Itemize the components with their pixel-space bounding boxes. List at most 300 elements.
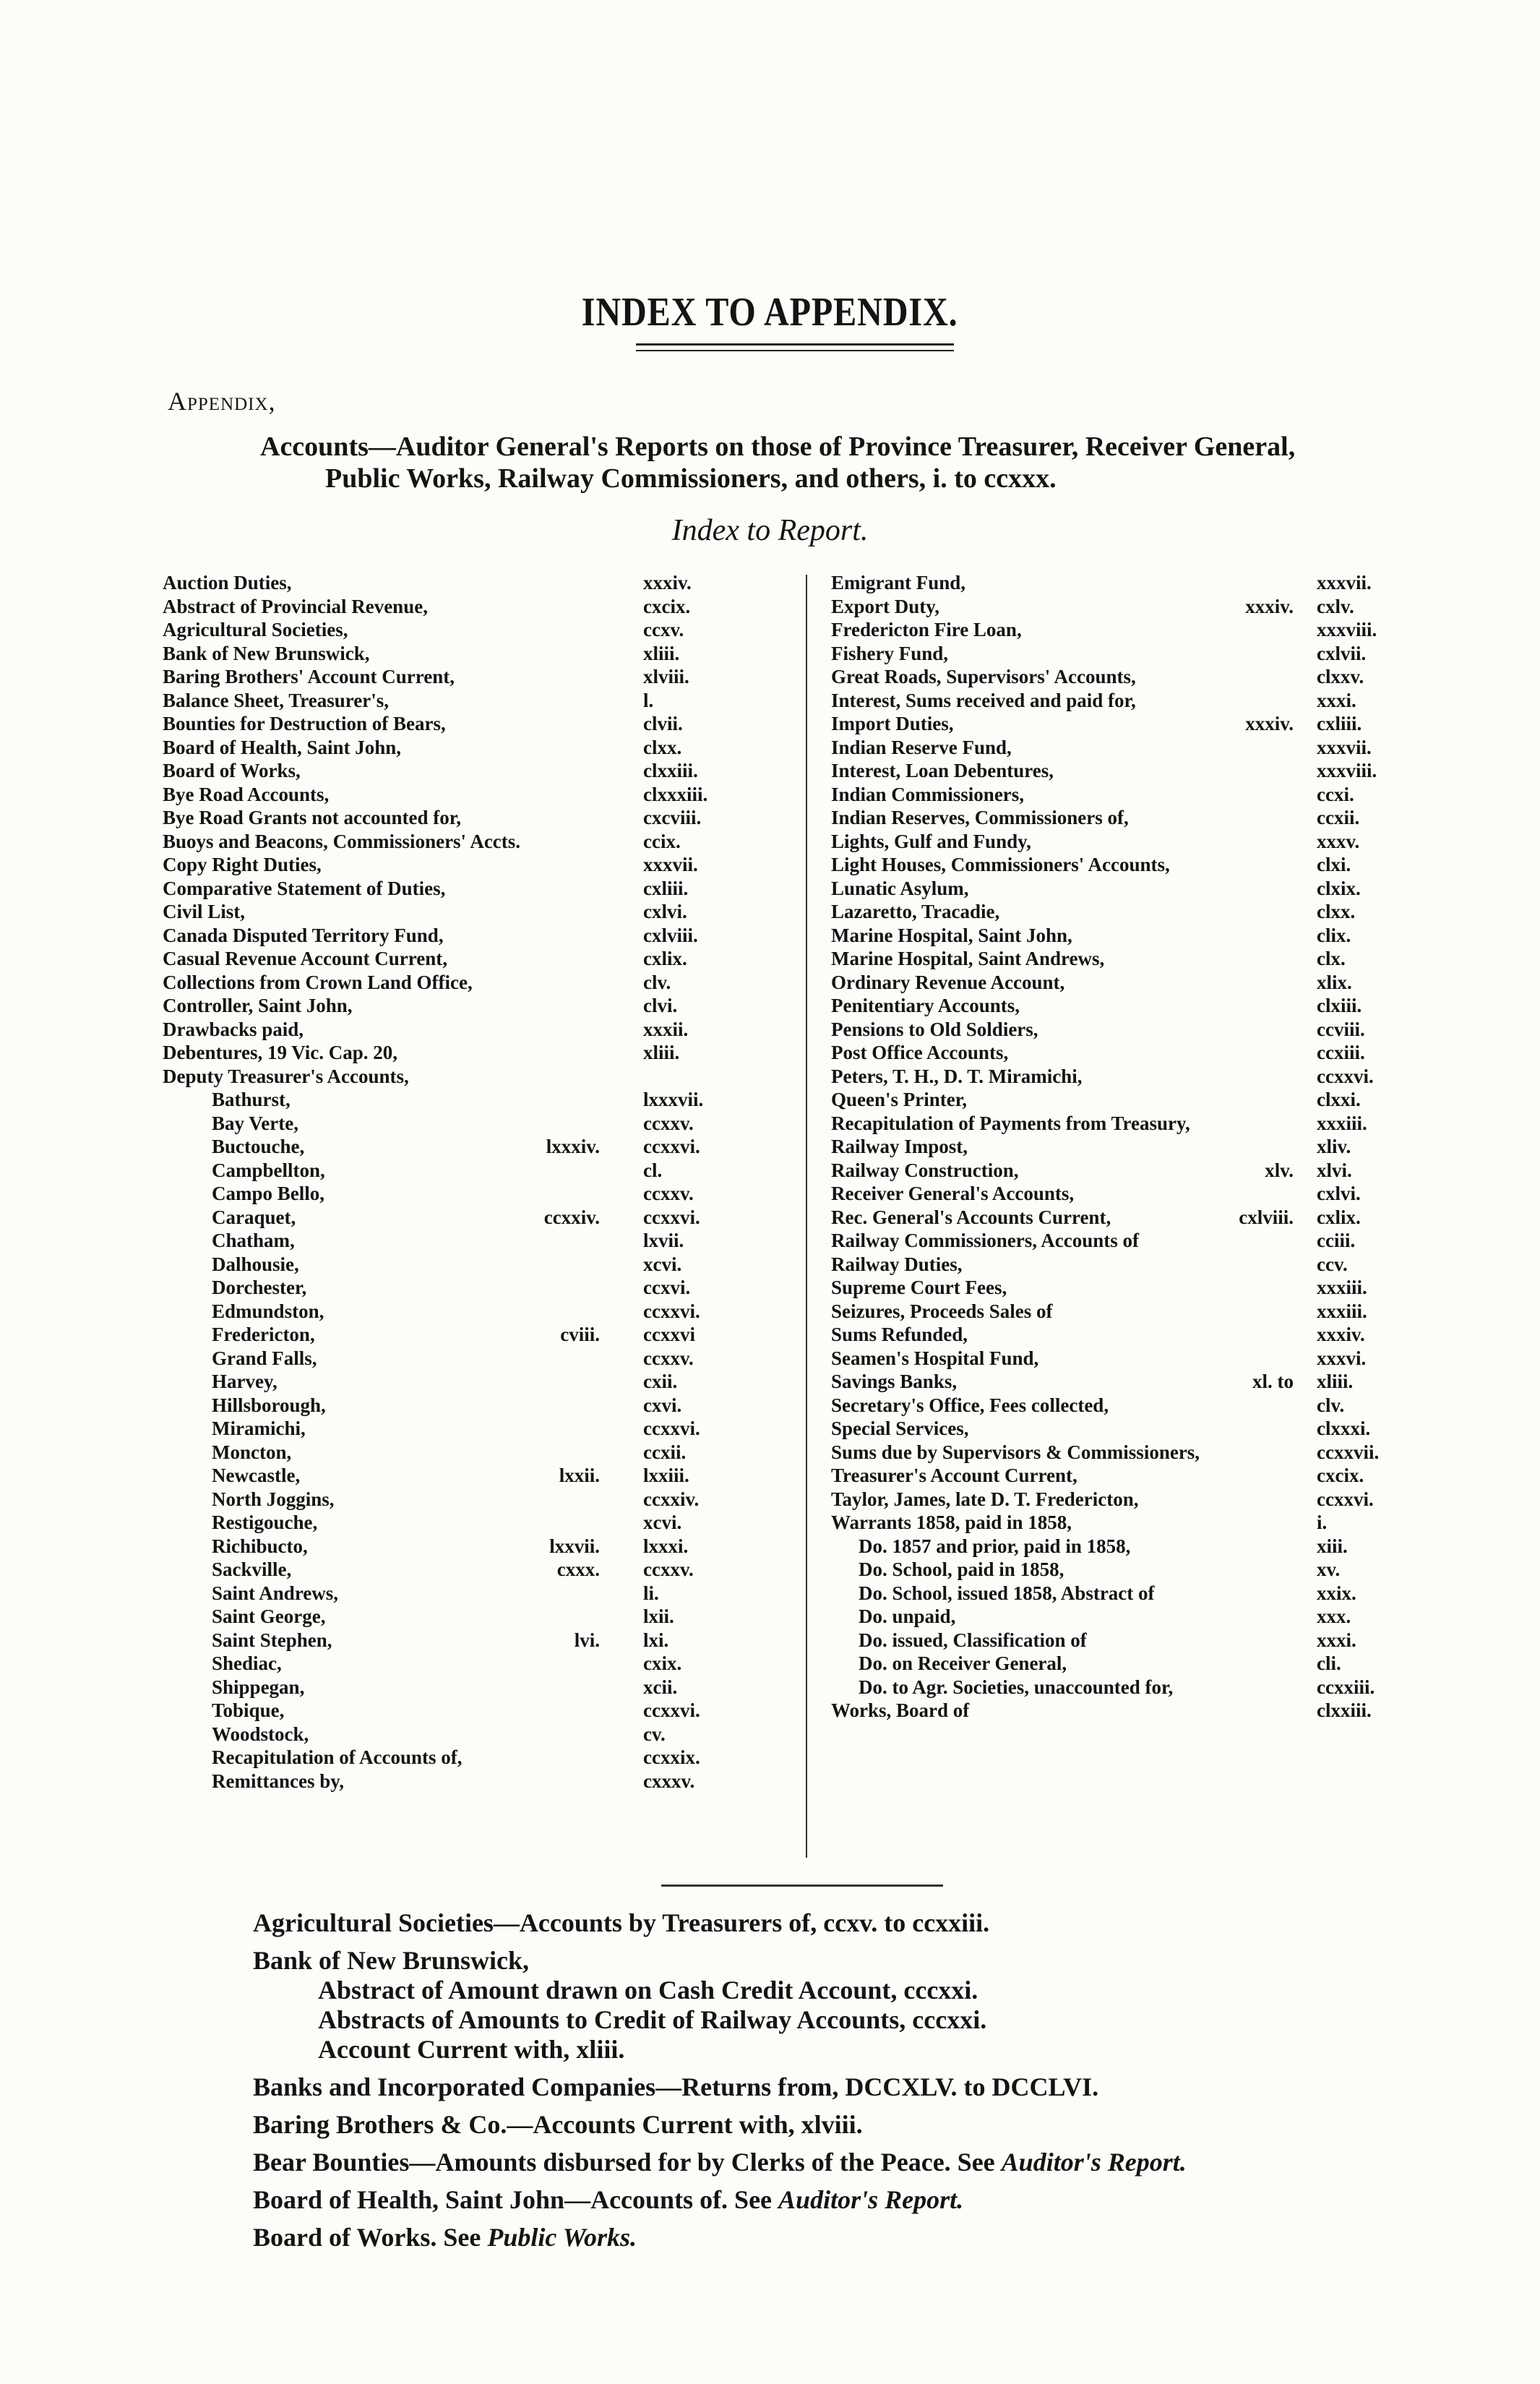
index-row xyxy=(163,1394,723,1418)
index-row xyxy=(831,924,1395,948)
entry-board-of-works xyxy=(253,2223,1481,2252)
index-entry-page: ccxxvi. xyxy=(1317,1065,1374,1087)
entry-board-of-health xyxy=(253,2185,1481,2215)
index-row xyxy=(831,1629,1395,1652)
index-entry-label: Balance Sheet, Treasurer's, xyxy=(163,689,389,711)
index-entry-page: ccxxv. xyxy=(643,1347,694,1369)
index-entry-page: xxxiii. xyxy=(1317,1112,1367,1134)
index-entry-label: North Joggins, xyxy=(212,1488,335,1510)
index-entry-label: Bathurst, xyxy=(212,1089,291,1110)
index-entry-label: Indian Reserves, Commissioners of, xyxy=(831,807,1129,828)
index-entry-page: cxliii. xyxy=(643,877,689,899)
index-entry-secondary-page: lxxxiv. xyxy=(546,1136,600,1157)
index-entry-page: xxix. xyxy=(1317,1582,1356,1604)
index-entry-page: ccxiii. xyxy=(1317,1042,1365,1063)
index-entry-label: Fishery Fund, xyxy=(831,642,949,664)
index-entry-label: Special Services, xyxy=(831,1418,969,1439)
index-entry-page: cxcix. xyxy=(1317,1465,1364,1486)
index-row xyxy=(831,1417,1395,1441)
index-entry-label: Penitentiary Accounts, xyxy=(831,995,1020,1016)
index-row xyxy=(831,1511,1395,1535)
index-entry-page: xxxiv. xyxy=(1317,1324,1365,1345)
index-entry-page: clxiii. xyxy=(1317,995,1362,1016)
index-row xyxy=(163,1112,723,1136)
index-entry-label: Comparative Statement of Duties, xyxy=(163,877,446,899)
index-entry-page: lxxxvii. xyxy=(643,1089,704,1110)
index-entry-label: Campo Bello, xyxy=(212,1183,325,1204)
index-entry-label: Chatham, xyxy=(212,1230,295,1251)
index-row xyxy=(831,1394,1395,1418)
index-entry-page: cxix. xyxy=(643,1652,682,1674)
index-entry-page: xliii. xyxy=(643,642,680,664)
index-entry-page: xxxvii. xyxy=(1317,736,1372,758)
index-entry-label: Restigouche, xyxy=(212,1512,318,1533)
index-entry-label: Seizures, Proceeds Sales of xyxy=(831,1300,1053,1322)
index-entry-label: Tobique, xyxy=(212,1699,285,1721)
title-rule xyxy=(636,343,954,346)
index-entry-label: Marine Hospital, Saint John, xyxy=(831,924,1072,946)
index-entry-label: Sackville, xyxy=(212,1558,292,1580)
index-entry-label: Baring Brothers' Account Current, xyxy=(163,666,455,687)
index-entry-label: Dorchester, xyxy=(212,1277,307,1298)
index-entry-page: cli. xyxy=(1317,1652,1341,1674)
index-row xyxy=(831,1065,1395,1089)
entry-heading: Bank of New Brunswick, xyxy=(253,1946,530,1975)
index-row xyxy=(163,595,723,619)
index-row xyxy=(831,1229,1395,1253)
index-row xyxy=(163,1605,723,1629)
index-entry-secondary-page: lxxii. xyxy=(559,1465,600,1486)
index-entry-page: clx. xyxy=(1317,948,1346,969)
index-entry-page: cxlvii. xyxy=(1317,642,1367,664)
index-row xyxy=(163,1488,723,1512)
index-entry-label: Grand Falls, xyxy=(212,1347,317,1369)
index-entry-label: Deputy Treasurer's Accounts, xyxy=(163,1065,409,1087)
index-entry-label: Saint Stephen, xyxy=(212,1629,332,1651)
index-entry-page: ccxxvi. xyxy=(643,1300,700,1322)
index-entry-label: Bounties for Destruction of Bears, xyxy=(163,713,446,734)
index-entry-page: xlvi. xyxy=(1317,1159,1352,1181)
index-entry-label: Hillsborough, xyxy=(212,1394,326,1416)
index-entry-label: Indian Reserve Fund, xyxy=(831,736,1012,758)
index-row xyxy=(163,689,723,713)
index-entry-label: Buctouche, xyxy=(212,1136,305,1157)
index-entry-label: Great Roads, Supervisors' Accounts, xyxy=(831,666,1136,687)
index-entry-page: xxxiv. xyxy=(643,572,692,593)
index-entry-label: Recapitulation of Accounts of, xyxy=(212,1746,463,1768)
index-entry-label: Controller, Saint John, xyxy=(163,995,353,1016)
index-row xyxy=(163,1041,723,1065)
index-row xyxy=(831,971,1395,995)
index-entry-page: xiii. xyxy=(1317,1535,1348,1557)
index-entry-label: Miramichi, xyxy=(212,1418,306,1439)
index-entry-page: xxxviii. xyxy=(1317,760,1377,781)
index-row xyxy=(831,759,1395,783)
index-entry-page: clxi. xyxy=(1317,854,1351,875)
index-entry-label: Bye Road Accounts, xyxy=(163,783,330,805)
index-entry-label: Newcastle, xyxy=(212,1465,301,1486)
index-entry-label: Recapitulation of Payments from Treasury, xyxy=(831,1112,1190,1134)
index-entry-page: i. xyxy=(1317,1512,1328,1533)
index-entry-page: ccxxiii. xyxy=(1317,1676,1375,1698)
appendix-label: Appendix, xyxy=(168,387,276,416)
index-entry-label: Emigrant Fund, xyxy=(831,572,966,593)
index-to-report-heading: Index to Report. xyxy=(671,514,869,547)
index-entry-page: cxxxv. xyxy=(643,1770,695,1792)
index-entry-label: Railway Commissioners, Accounts of xyxy=(831,1230,1139,1251)
index-entry-label: Abstract of Provincial Revenue, xyxy=(163,595,428,617)
index-row xyxy=(163,1511,723,1535)
index-entry-label: Auction Duties, xyxy=(163,572,292,593)
index-entry-label: Do. issued, Classification of xyxy=(859,1629,1087,1651)
index-entry-page: cxlix. xyxy=(1317,1206,1361,1228)
entry-banks-incorporated: Banks and Incorporated Companies—Returns from, DCCXLV. to DCCLVI. xyxy=(253,2072,1099,2101)
entry-sub: Account Current with, xliii. xyxy=(318,2035,625,2064)
index-entry-page: ccxxvi. xyxy=(643,1206,700,1228)
index-entry-secondary-page: xxxiv. xyxy=(1245,595,1294,617)
index-row xyxy=(163,1770,723,1793)
index-entry-label: Campbellton, xyxy=(212,1159,325,1181)
accounts-heading xyxy=(260,431,1445,494)
index-entry-page: ccxxvi xyxy=(643,1324,695,1345)
index-entry-page: cxvi. xyxy=(643,1394,682,1416)
index-row xyxy=(831,1300,1395,1324)
index-entry-page: lxvii. xyxy=(643,1230,684,1251)
index-entry-page: xxxiii. xyxy=(1317,1277,1367,1298)
index-entry-label: Caraquet, xyxy=(212,1206,296,1228)
index-entry-label: Remittances by, xyxy=(212,1770,344,1792)
index-row xyxy=(163,1253,723,1277)
index-entry-label: Seamen's Hospital Fund, xyxy=(831,1347,1039,1369)
index-entry-page: cxcviii. xyxy=(643,807,702,828)
index-entry-label: Debentures, 19 Vic. Cap. 20, xyxy=(163,1042,398,1063)
page-title: INDEX TO APPENDIX. xyxy=(581,290,958,335)
index-row xyxy=(831,1464,1395,1488)
index-entry-label: Sums due by Supervisors & Commissioners, xyxy=(831,1441,1200,1463)
index-entry-label: Light Houses, Commissioners' Accounts, xyxy=(831,854,1170,875)
entry-bear-bounties xyxy=(253,2148,1481,2177)
index-entry-page: lxi. xyxy=(643,1629,669,1651)
index-row xyxy=(831,947,1395,971)
index-row xyxy=(163,783,723,807)
index-row xyxy=(831,1676,1395,1699)
index-entry-page: ccxxv. xyxy=(643,1112,694,1134)
entry-text: Board of Works. See xyxy=(253,2223,488,2252)
index-entry-page: ccxxix. xyxy=(643,1746,700,1768)
index-entry-page: ccxii. xyxy=(643,1441,687,1463)
index-entry-page: ccxv. xyxy=(643,619,684,640)
index-entry-label: Railway Construction, xyxy=(831,1159,1019,1181)
index-row xyxy=(163,1206,723,1230)
index-entry-label: Post Office Accounts, xyxy=(831,1042,1009,1063)
index-row xyxy=(163,947,723,971)
index-row xyxy=(831,994,1395,1018)
index-row xyxy=(831,1112,1395,1136)
index-entry-label: Rec. General's Accounts Current, xyxy=(831,1206,1111,1228)
index-row xyxy=(831,1558,1395,1582)
index-entry-page: cxii. xyxy=(643,1371,678,1392)
index-row xyxy=(163,1088,723,1112)
index-entry-page: clix. xyxy=(1317,924,1351,946)
index-entry-label: Railway Duties, xyxy=(831,1253,963,1275)
index-entry-page: clxxiii. xyxy=(1317,1699,1372,1721)
index-entry-page: ccxxv. xyxy=(643,1558,694,1580)
index-row xyxy=(163,1276,723,1300)
index-entry-secondary-page: xlv. xyxy=(1265,1159,1294,1181)
entry-reference: Auditor's Report. xyxy=(1001,2148,1187,2177)
index-entry-page: ccxi. xyxy=(1317,783,1354,805)
index-entry-label: Secretary's Office, Fees collected, xyxy=(831,1394,1109,1416)
index-entry-page: lxxxi. xyxy=(643,1535,689,1557)
index-entry-page: cv. xyxy=(643,1723,666,1745)
index-row xyxy=(163,924,723,948)
index-entry-label: Do. School, issued 1858, Abstract of xyxy=(859,1582,1155,1604)
index-row xyxy=(831,1582,1395,1605)
index-entry-label: Do. on Receiver General, xyxy=(859,1652,1067,1674)
index-entry-page: cciii. xyxy=(1317,1230,1356,1251)
index-right-column xyxy=(831,571,1395,1723)
index-entry-label: Savings Banks, xyxy=(831,1371,958,1392)
index-entry-label: Lazaretto, Tracadie, xyxy=(831,901,1000,922)
index-row xyxy=(831,1088,1395,1112)
index-entry-page: ccv. xyxy=(1317,1253,1348,1275)
index-row xyxy=(831,665,1395,689)
index-entry-label: Ordinary Revenue Account, xyxy=(831,971,1065,993)
index-entry-page: ccxxvi. xyxy=(643,1699,700,1721)
index-entry-label: Queen's Printer, xyxy=(831,1089,967,1110)
index-entry-label: Copy Right Duties, xyxy=(163,854,322,875)
index-entry-label: Supreme Court Fees, xyxy=(831,1277,1007,1298)
index-row xyxy=(163,1558,723,1582)
index-entry-page: clxx. xyxy=(643,736,682,758)
index-entry-label: Peters, T. H., D. T. Miramichi, xyxy=(831,1065,1083,1087)
index-row xyxy=(831,1041,1395,1065)
index-entry-page: clxxxiii. xyxy=(643,783,708,805)
index-entry-page: clv. xyxy=(643,971,671,993)
index-entry-secondary-page: xxxiv. xyxy=(1245,713,1294,734)
index-row xyxy=(831,571,1395,595)
index-entry-label: Receiver General's Accounts, xyxy=(831,1183,1075,1204)
index-entry-label: Harvey, xyxy=(212,1371,278,1392)
index-row xyxy=(163,1159,723,1183)
index-entry-page: cxlvi. xyxy=(643,901,687,922)
index-entry-secondary-page: cxlviii. xyxy=(1239,1206,1294,1228)
index-row xyxy=(163,1229,723,1253)
index-entry-label: Taylor, James, late D. T. Fredericton, xyxy=(831,1488,1139,1510)
accounts-heading-line1: Accounts—Auditor General's Reports on those of Province Treasurer, Receiver General, xyxy=(260,432,1296,462)
index-row xyxy=(163,1018,723,1042)
index-entry-label: Fredericton, xyxy=(212,1324,315,1345)
index-row xyxy=(831,1182,1395,1206)
index-entry-page: cxlix. xyxy=(643,948,687,969)
index-entry-label: Export Duty, xyxy=(831,595,940,617)
index-entry-page: xxxvi. xyxy=(1317,1347,1367,1369)
index-entry-page: xxxii. xyxy=(643,1018,689,1040)
index-entry-page: clxxiii. xyxy=(643,760,698,781)
index-row xyxy=(163,712,723,736)
index-entry-label: Warrants 1858, paid in 1858, xyxy=(831,1512,1072,1533)
index-entry-label: Railway Impost, xyxy=(831,1136,968,1157)
index-row xyxy=(163,759,723,783)
index-entry-label: Richibucto, xyxy=(212,1535,308,1557)
index-entry-page: cxlviii. xyxy=(643,924,698,946)
index-entry-label: Pensions to Old Soldiers, xyxy=(831,1018,1038,1040)
index-entry-page: clvii. xyxy=(643,713,683,734)
index-row xyxy=(163,1182,723,1206)
index-entry-page: cxlvi. xyxy=(1317,1183,1361,1204)
index-entry-page: xxxi. xyxy=(1317,689,1356,711)
index-entry-label: Bye Road Grants not accounted for, xyxy=(163,807,462,828)
index-row xyxy=(831,1347,1395,1371)
index-entry-page: clxix. xyxy=(1317,877,1361,899)
entry-sub: Abstracts of Amounts to Credit of Railway Accounts, cccxxi. xyxy=(318,2005,987,2034)
index-row xyxy=(163,877,723,901)
index-entry-label: Moncton, xyxy=(212,1441,292,1463)
index-row xyxy=(163,1676,723,1699)
index-entry-label: Civil List, xyxy=(163,901,246,922)
entry-text: Bear Bounties—Amounts disbursed for by Clerks of the Peace. See xyxy=(253,2148,1002,2177)
index-row xyxy=(831,1535,1395,1558)
index-row xyxy=(831,1018,1395,1042)
entry-text: Board of Health, Saint John—Accounts of. See xyxy=(253,2185,779,2214)
index-entry-label: Indian Commissioners, xyxy=(831,783,1025,805)
index-entry-label: Sums Refunded, xyxy=(831,1324,968,1345)
index-entry-page: xcvi. xyxy=(643,1512,682,1533)
index-entry-secondary-page: lxxvii. xyxy=(549,1535,600,1557)
index-entry-page: cxliii. xyxy=(1317,713,1362,734)
index-entry-label: Import Duties, xyxy=(831,713,954,734)
index-entry-page: clv. xyxy=(1317,1394,1345,1416)
index-entry-secondary-page: lvi. xyxy=(574,1629,600,1651)
index-row xyxy=(831,853,1395,877)
index-row xyxy=(163,665,723,689)
index-entry-page: xlix. xyxy=(1317,971,1352,993)
index-entry-label: Bank of New Brunswick, xyxy=(163,642,370,664)
column-divider xyxy=(806,575,807,1858)
title-rule-lower xyxy=(636,350,954,351)
index-entry-page: ccxii. xyxy=(1317,807,1360,828)
index-entry-page: ccxxiv. xyxy=(643,1488,700,1510)
index-row xyxy=(163,618,723,642)
entry-agricultural-societies: Agricultural Societies—Accounts by Treasurers of, ccxv. to ccxxiii. xyxy=(253,1908,990,1937)
index-row xyxy=(831,1253,1395,1277)
index-row xyxy=(163,1699,723,1723)
entry-bank-of-new-brunswick xyxy=(253,1946,1481,2064)
index-row xyxy=(831,783,1395,807)
index-row xyxy=(831,642,1395,666)
index-entry-page: ccxxvi. xyxy=(643,1136,700,1157)
index-entry-page: xxxiii. xyxy=(1317,1300,1367,1322)
index-entry-page: xxxvii. xyxy=(643,854,698,875)
index-entry-page: ccviii. xyxy=(1317,1018,1365,1040)
index-entry-label: Drawbacks paid, xyxy=(163,1018,304,1040)
index-entry-page: xxxv. xyxy=(1317,830,1360,852)
index-row xyxy=(163,1347,723,1371)
index-row xyxy=(163,994,723,1018)
index-entry-label: Do. 1857 and prior, paid in 1858, xyxy=(859,1535,1131,1557)
index-entry-page: xv. xyxy=(1317,1558,1341,1580)
index-entry-page: cxlv. xyxy=(1317,595,1354,617)
index-entry-page: lxxiii. xyxy=(643,1465,689,1486)
index-entry-page: clxx. xyxy=(1317,901,1356,922)
entry-reference: Auditor's Report. xyxy=(778,2185,964,2214)
index-entry-page: xxxi. xyxy=(1317,1629,1356,1651)
index-row xyxy=(831,736,1395,760)
index-row xyxy=(163,971,723,995)
index-left-column xyxy=(163,571,723,1793)
index-entry-page: lxii. xyxy=(643,1605,674,1627)
index-entry-page: ccxvi. xyxy=(643,1277,691,1298)
index-row xyxy=(831,1323,1395,1347)
index-entry-secondary-page: cviii. xyxy=(560,1324,600,1345)
index-row xyxy=(163,1370,723,1394)
index-row xyxy=(163,1723,723,1746)
index-row xyxy=(831,1276,1395,1300)
index-entry-label: Edmundston, xyxy=(212,1300,324,1322)
index-row xyxy=(163,736,723,760)
index-entry-page: xliii. xyxy=(1317,1371,1354,1392)
index-row xyxy=(163,1441,723,1465)
index-row xyxy=(163,1300,723,1324)
index-entry-page: clvi. xyxy=(643,995,678,1016)
index-row xyxy=(163,1535,723,1558)
index-row xyxy=(163,1746,723,1770)
index-row xyxy=(163,1464,723,1488)
index-entry-page: xlviii. xyxy=(643,666,689,687)
index-entry-label: Lights, Gulf and Fundy, xyxy=(831,830,1031,852)
index-row xyxy=(163,1065,723,1089)
index-row xyxy=(831,1135,1395,1159)
index-entry-label: Agricultural Societies, xyxy=(163,619,348,640)
index-entry-page: xliii. xyxy=(643,1042,680,1063)
index-entry-page: xxx. xyxy=(1317,1605,1351,1627)
index-row xyxy=(831,1370,1395,1394)
index-row xyxy=(163,830,723,854)
entry-sub: Abstract of Amount drawn on Cash Credit Account, cccxxi. xyxy=(318,1976,978,2004)
index-row xyxy=(163,1582,723,1605)
index-entry-page: ccxxvi. xyxy=(643,1418,700,1439)
index-entry-label: Lunatic Asylum, xyxy=(831,877,969,899)
index-entry-label: Collections from Crown Land Office, xyxy=(163,971,473,993)
index-entry-label: Shippegan, xyxy=(212,1676,305,1698)
index-entry-label: Saint George, xyxy=(212,1605,326,1627)
index-row xyxy=(831,900,1395,924)
index-entry-label: Fredericton Fire Loan, xyxy=(831,619,1022,640)
index-entry-page: cl. xyxy=(643,1159,663,1181)
index-row xyxy=(163,642,723,666)
index-row xyxy=(163,1629,723,1652)
index-entry-page: xxxvii. xyxy=(1317,572,1372,593)
index-row xyxy=(831,877,1395,901)
index-entry-label: Treasurer's Account Current, xyxy=(831,1465,1077,1486)
index-entry-label: Dalhousie, xyxy=(212,1253,299,1275)
index-row xyxy=(831,1206,1395,1230)
index-entry-page: cxcix. xyxy=(643,595,691,617)
index-row xyxy=(831,595,1395,619)
index-entry-label: Canada Disputed Territory Fund, xyxy=(163,924,444,946)
index-entry-page: xliv. xyxy=(1317,1136,1351,1157)
index-row xyxy=(831,1159,1395,1183)
index-row xyxy=(831,1441,1395,1465)
index-entry-label: Buoys and Beacons, Commissioners' Accts. xyxy=(163,830,521,852)
entry-baring-brothers: Baring Brothers & Co.—Accounts Current with, xlviii. xyxy=(253,2110,863,2139)
index-row xyxy=(831,806,1395,830)
index-entry-secondary-page: xl. to xyxy=(1252,1371,1294,1392)
index-row xyxy=(831,618,1395,642)
index-row xyxy=(831,1488,1395,1512)
index-row xyxy=(163,1323,723,1347)
index-row xyxy=(163,900,723,924)
